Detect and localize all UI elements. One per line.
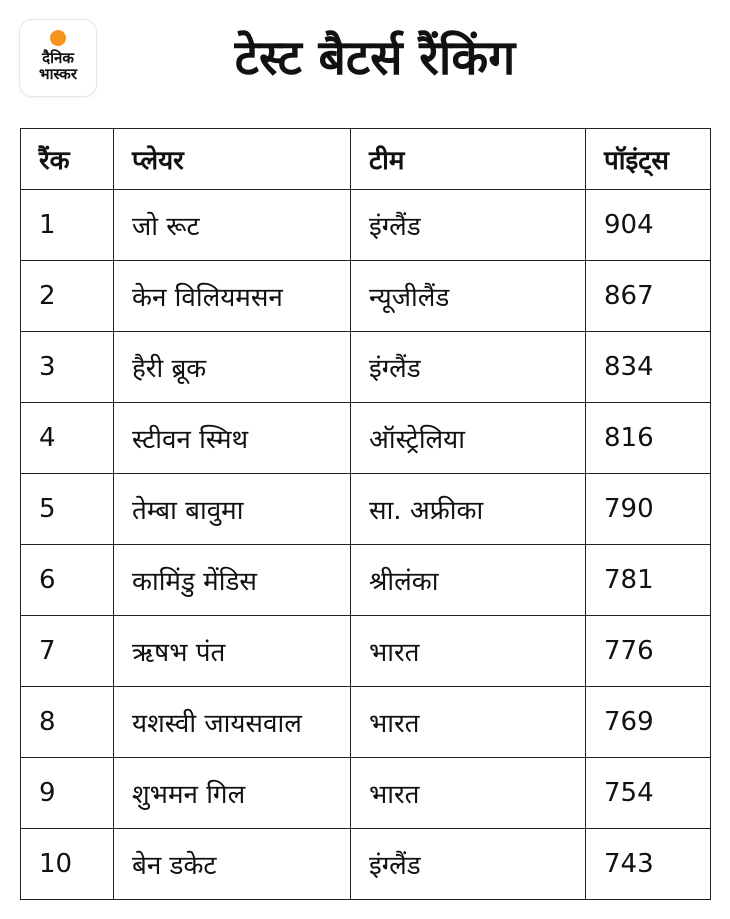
team-cell: भारत <box>351 758 586 829</box>
table-row <box>21 616 711 687</box>
header-team: टीम <box>351 129 586 190</box>
points-cell: 781 <box>586 545 711 616</box>
rank-cell: 5 <box>21 474 114 545</box>
table-row <box>21 332 711 403</box>
player-cell: हैरी ब्रूक <box>114 332 351 403</box>
team-cell: ऑस्ट्रेलिया <box>351 403 586 474</box>
points-cell: 769 <box>586 687 711 758</box>
team-cell: श्रीलंका <box>351 545 586 616</box>
player-cell: कामिंडु मेंडिस <box>114 545 351 616</box>
logo-line-2: भास्कर <box>39 65 77 83</box>
table-row <box>21 545 711 616</box>
points-cell: 743 <box>586 829 711 900</box>
page-title: टेस्ट बैटर्स रैंकिंग <box>234 30 516 86</box>
player-cell: जो रूट <box>114 190 351 261</box>
table-row <box>21 758 711 829</box>
team-cell: न्यूजीलैंड <box>351 261 586 332</box>
player-cell: यशस्वी जायसवाल <box>114 687 351 758</box>
logo-line-1: दैनिक <box>42 49 74 67</box>
table-row <box>21 190 711 261</box>
rank-cell: 10 <box>21 829 114 900</box>
header-player: प्लेयर <box>114 129 351 190</box>
team-cell: सा. अफ्रीका <box>351 474 586 545</box>
rank-cell: 3 <box>21 332 114 403</box>
player-cell: केन विलियमसन <box>114 261 351 332</box>
rank-cell: 4 <box>21 403 114 474</box>
rank-cell: 9 <box>21 758 114 829</box>
table-row <box>21 829 711 900</box>
rank-cell: 6 <box>21 545 114 616</box>
logo-text <box>20 50 96 82</box>
rank-cell: 7 <box>21 616 114 687</box>
rank-cell: 1 <box>21 190 114 261</box>
table-row <box>21 403 711 474</box>
team-cell: भारत <box>351 616 586 687</box>
player-cell: बेन डकेट <box>114 829 351 900</box>
team-cell: इंग्लैंड <box>351 332 586 403</box>
rankings-table <box>20 128 711 900</box>
team-cell: इंग्लैंड <box>351 829 586 900</box>
player-cell: शुभमन गिल <box>114 758 351 829</box>
dainik-bhaskar-logo <box>20 20 96 96</box>
table-row <box>21 474 711 545</box>
points-cell: 904 <box>586 190 711 261</box>
header-points: पॉइंट्स <box>586 129 711 190</box>
points-cell: 776 <box>586 616 711 687</box>
points-cell: 754 <box>586 758 711 829</box>
table-header-row <box>21 129 711 190</box>
team-cell: इंग्लैंड <box>351 190 586 261</box>
points-cell: 790 <box>586 474 711 545</box>
player-cell: तेम्बा बावुमा <box>114 474 351 545</box>
points-cell: 834 <box>586 332 711 403</box>
table-row <box>21 261 711 332</box>
points-cell: 867 <box>586 261 711 332</box>
table-row <box>21 687 711 758</box>
player-cell: स्टीवन स्मिथ <box>114 403 351 474</box>
player-cell: ऋषभ पंत <box>114 616 351 687</box>
points-cell: 816 <box>586 403 711 474</box>
rank-cell: 8 <box>21 687 114 758</box>
rank-cell: 2 <box>21 261 114 332</box>
team-cell: भारत <box>351 687 586 758</box>
sun-icon <box>50 30 66 46</box>
header-rank: रैंक <box>21 129 114 190</box>
